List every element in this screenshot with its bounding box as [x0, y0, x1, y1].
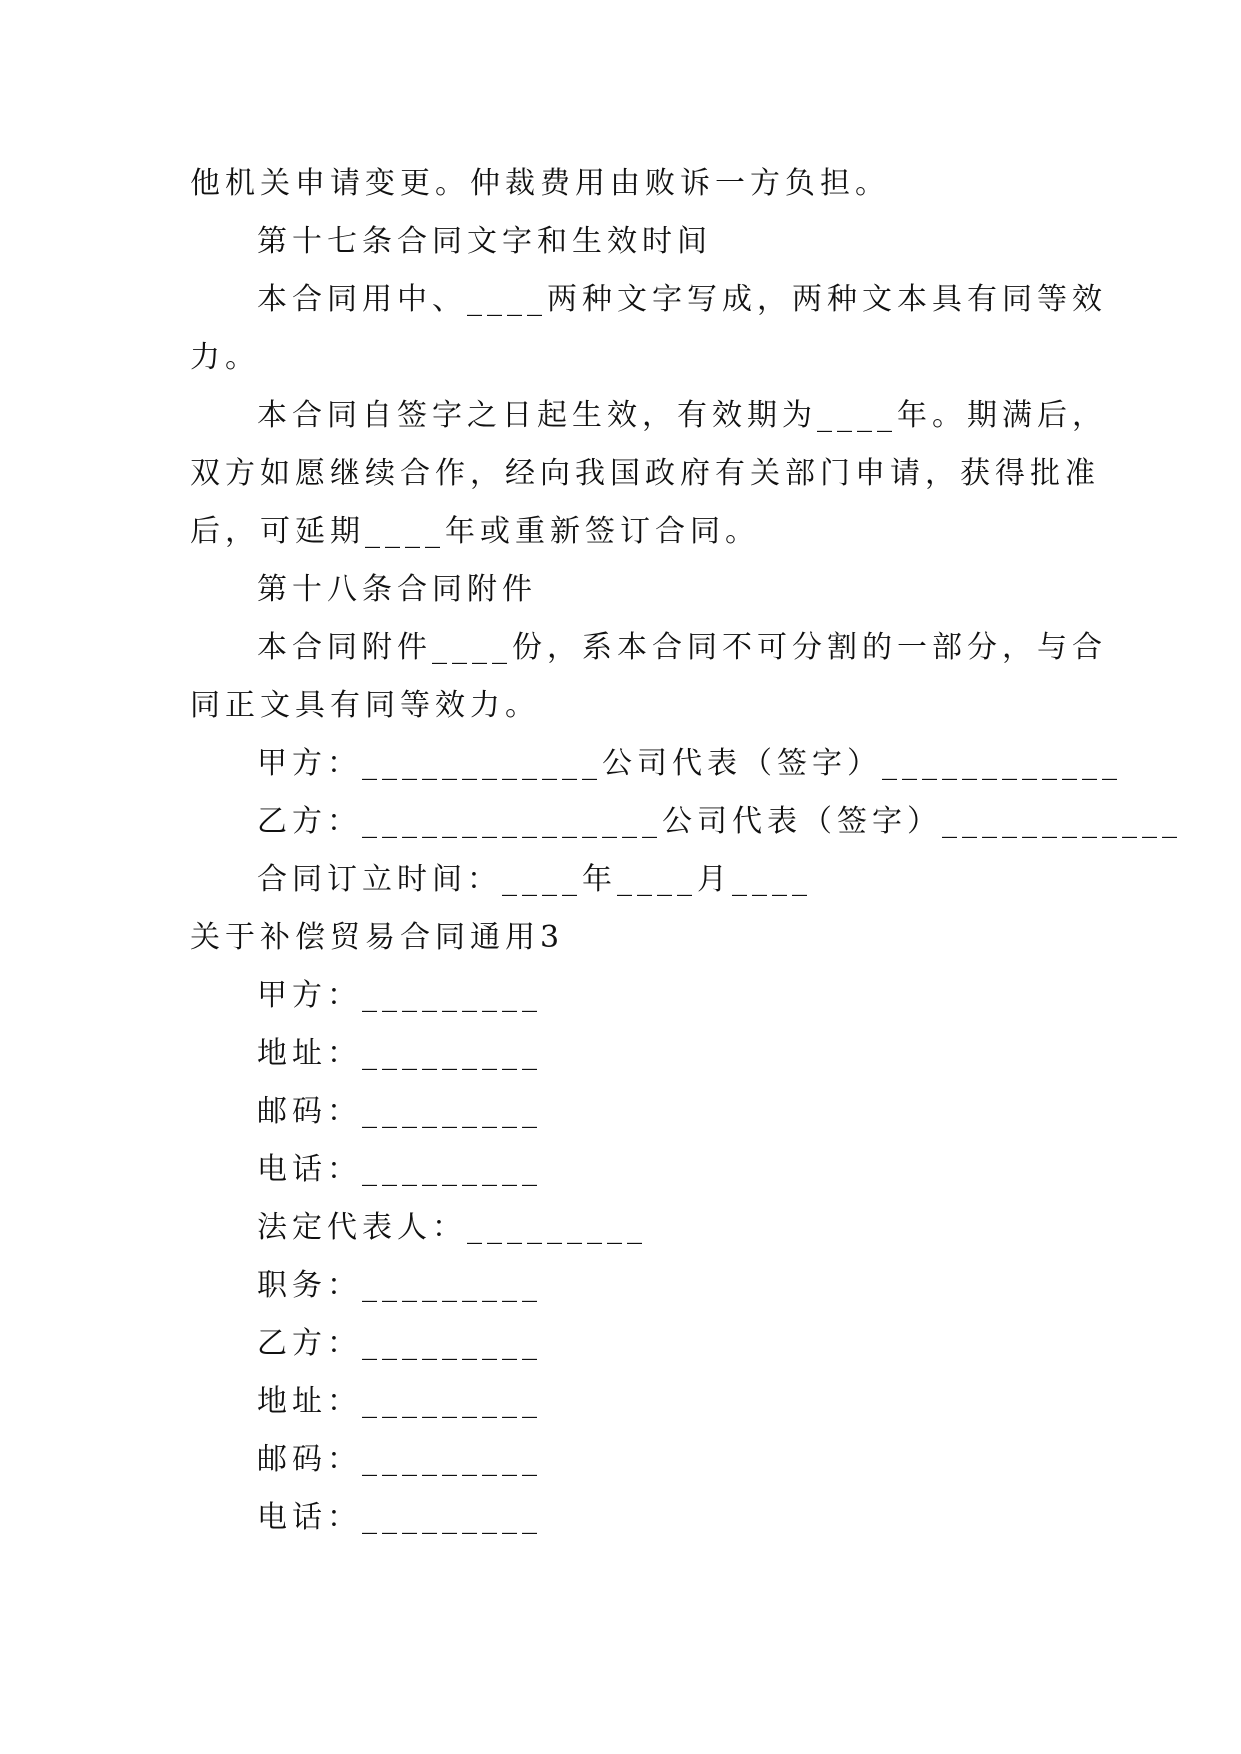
party-b-signature-line: 乙方：_______________公司代表（签字）____________	[257, 804, 1182, 839]
address-field: 地址：_________	[257, 1384, 542, 1419]
party-b-field: 乙方：_________	[257, 1326, 542, 1361]
paragraph-line: 后，可延期____年或重新签订合同。	[190, 514, 760, 549]
paragraph-line: 他机关申请变更。仲裁费用由败诉一方负担。	[190, 166, 890, 201]
contract-date-line: 合同订立时间：____年____月____	[257, 862, 812, 897]
postcode-field: 邮码：_________	[257, 1094, 542, 1129]
paragraph-line: 力。	[190, 340, 260, 375]
section-title: 关于补偿贸易合同通用3	[190, 920, 565, 955]
position-field: 职务：_________	[257, 1268, 542, 1303]
article-18-heading: 第十八条合同附件	[257, 572, 537, 607]
paragraph-line: 本合同附件____份，系本合同不可分割的一部分，与合	[257, 630, 1107, 665]
paragraph-line: 本合同自签字之日起生效，有效期为____年。期满后，	[257, 398, 1107, 433]
party-a-signature-line: 甲方：____________公司代表（签字）____________	[257, 746, 1122, 781]
paragraph-line: 本合同用中、____两种文字写成，两种文本具有同等效	[257, 282, 1107, 317]
phone-field: 电话：_________	[257, 1500, 542, 1535]
paragraph-line: 双方如愿继续合作，经向我国政府有关部门申请，获得批准	[190, 456, 1100, 491]
postcode-field: 邮码：_________	[257, 1442, 542, 1477]
article-17-heading: 第十七条合同文字和生效时间	[257, 224, 712, 259]
party-a-field: 甲方：_________	[257, 978, 542, 1013]
legal-representative-field: 法定代表人：_________	[257, 1210, 647, 1245]
paragraph-line: 同正文具有同等效力。	[190, 688, 540, 723]
phone-field: 电话：_________	[257, 1152, 542, 1187]
document-body	[190, 155, 1182, 1547]
address-field: 地址：_________	[257, 1036, 542, 1071]
